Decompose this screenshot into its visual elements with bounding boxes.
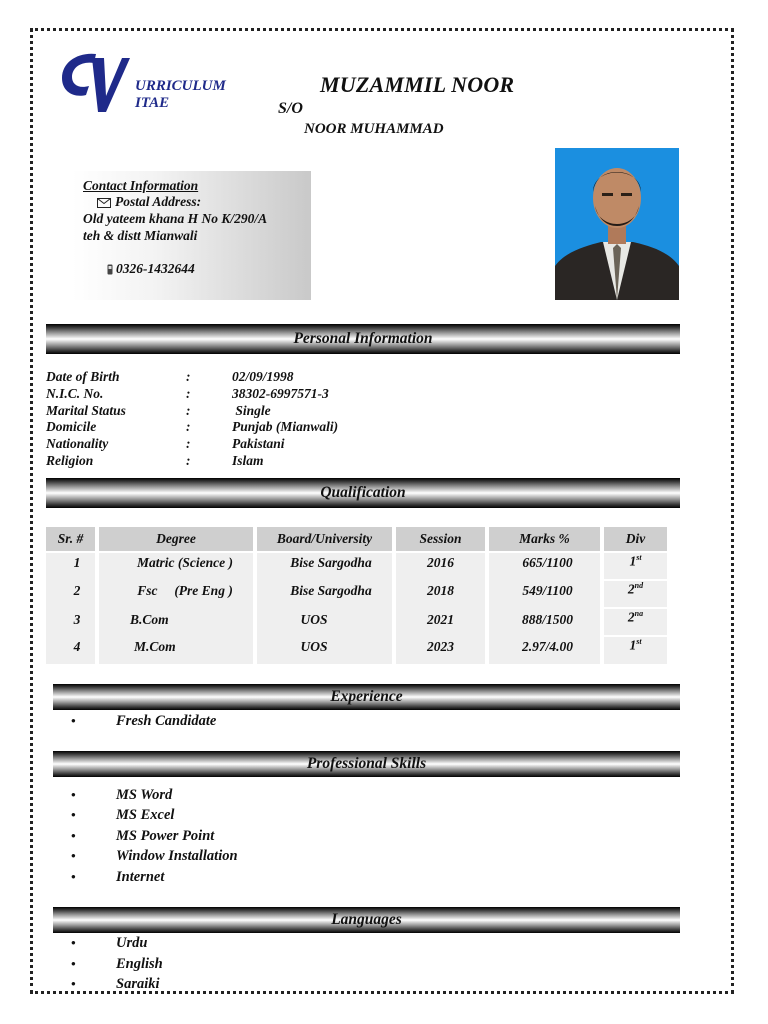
- cell-session: 2021: [427, 612, 454, 627]
- so-label: S/O: [278, 100, 303, 117]
- pi-sep: :: [186, 436, 191, 452]
- div-value: 2: [627, 609, 635, 625]
- cell-board: Bise Sargodha: [290, 555, 372, 570]
- pi-value: Single: [232, 402, 271, 418]
- logo-text: [135, 78, 226, 112]
- div-suffix: na: [634, 609, 644, 618]
- pi-sep: :: [186, 402, 191, 418]
- col-header-sr: Sr. #: [46, 527, 95, 551]
- pi-sep: :: [186, 369, 191, 384]
- cell-sr: 2: [73, 583, 81, 598]
- experience-item: Fresh Candidate: [116, 713, 217, 729]
- pi-value: Islam: [232, 453, 264, 468]
- cell-board: Bise Sargodha: [290, 583, 372, 598]
- personal-info-header: Personal Information: [46, 324, 680, 354]
- cell-session: 2016: [427, 555, 454, 570]
- cell-board: UOS: [300, 612, 328, 627]
- bullet: •: [71, 787, 76, 802]
- bullet: •: [71, 956, 76, 971]
- div-value: 1: [629, 553, 637, 569]
- language-item: English: [116, 956, 163, 972]
- bullet: •: [71, 935, 76, 950]
- skill-item: Window Installation: [116, 848, 238, 864]
- pi-value: 38302-6997571-3: [232, 385, 329, 401]
- postal-label-text: Postal Address:: [115, 194, 202, 209]
- div-suffix: st: [636, 637, 642, 646]
- pi-sep: :: [186, 453, 191, 468]
- pi-key: Nationality: [46, 436, 109, 452]
- pi-sep: :: [186, 419, 191, 435]
- div-suffix: nd: [634, 581, 644, 590]
- father-name: NOOR MUHAMMAD: [304, 121, 444, 137]
- pi-sep: :: [186, 385, 191, 401]
- div-value: 2: [627, 581, 635, 597]
- cell-marks: 2.97/4.00: [521, 639, 573, 654]
- cell-degree: Fsc (Pre Eng ): [137, 583, 233, 598]
- cell-div: [604, 609, 667, 626]
- cell-degree: Matric (Science ): [137, 555, 233, 570]
- contact-title: Contact Information: [83, 178, 199, 193]
- postal-address-label: [97, 193, 201, 210]
- col-header-session: Session: [396, 527, 485, 551]
- languages-header: Languages: [53, 907, 680, 933]
- cell-marks: 665/1100: [522, 555, 573, 570]
- address-line2: teh & distt Mianwali: [83, 228, 198, 243]
- skills-header: Professional Skills: [53, 751, 680, 777]
- skill-item: MS Excel: [116, 807, 175, 823]
- pi-key: Date of Birth: [46, 369, 120, 384]
- cell-session: 2018: [427, 583, 454, 598]
- cell-marks: 888/1500: [521, 612, 573, 627]
- language-item: Urdu: [116, 935, 148, 951]
- phone-icon: [107, 264, 113, 275]
- bullet: •: [71, 828, 76, 843]
- pi-key: Marital Status: [46, 402, 126, 418]
- skill-item: MS Power Point: [116, 828, 215, 844]
- cell-board: UOS: [300, 639, 328, 654]
- div-suffix: st: [636, 553, 642, 562]
- phone-row: [107, 260, 195, 277]
- skill-item: MS Word: [116, 787, 173, 803]
- cell-sr: 4: [73, 639, 81, 654]
- col-header-div: Div: [604, 527, 667, 551]
- cell-session: 2023: [427, 639, 454, 654]
- cell-degree: M.Com: [134, 639, 176, 654]
- skill-item: Internet: [116, 869, 165, 885]
- cv-logo: [56, 48, 130, 118]
- pi-value: Pakistani: [232, 436, 285, 452]
- pi-key: Religion: [46, 453, 94, 468]
- phone-number: 0326-1432644: [116, 261, 195, 276]
- bullet: •: [71, 976, 76, 991]
- div-value: 1: [629, 637, 637, 653]
- profile-photo: [555, 148, 679, 300]
- bullet: •: [71, 869, 76, 884]
- pi-key: Domicile: [46, 419, 97, 435]
- cell-marks: 549/1100: [522, 583, 573, 598]
- cell-div: [604, 581, 667, 598]
- language-item: Saraiki: [116, 976, 160, 992]
- cell-sr: 1: [73, 555, 81, 570]
- contact-box: [72, 171, 311, 300]
- person-portrait: [555, 148, 679, 300]
- cell-div: [604, 637, 667, 654]
- candidate-name: MUZAMMIL NOOR: [320, 72, 515, 97]
- col-header-marks: Marks %: [489, 527, 600, 551]
- pi-value: Punjab (Mianwali): [232, 419, 339, 435]
- experience-header: Experience: [53, 684, 680, 710]
- address-line1: Old yateem khana H No K/290/A: [83, 211, 268, 226]
- bullet: •: [71, 807, 76, 822]
- cell-sr: 3: [73, 612, 81, 627]
- qualification-header: Qualification: [46, 478, 680, 508]
- envelope-icon: [97, 198, 111, 208]
- pi-value: 02/09/1998: [232, 369, 294, 384]
- bullet: •: [71, 713, 76, 728]
- col-header-degree: Degree: [99, 527, 253, 551]
- logo-line1: URRICULUM: [135, 78, 226, 94]
- logo-line2: ITAE: [135, 95, 170, 111]
- cell-degree: B.Com: [130, 612, 169, 627]
- cell-div: [604, 553, 667, 570]
- pi-key: N.I.C. No.: [46, 385, 104, 401]
- bullet: •: [71, 848, 76, 863]
- col-header-board: Board/University: [257, 527, 392, 551]
